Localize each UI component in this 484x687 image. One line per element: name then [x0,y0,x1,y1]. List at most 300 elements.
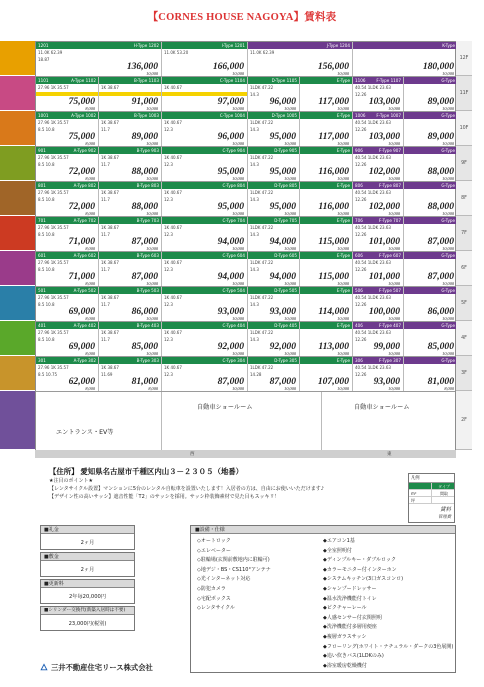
unit-cell [248,252,300,286]
unit-area [353,49,457,56]
unit-tsubo: 12.3 [164,197,173,202]
unit-type-header [99,147,161,154]
unit-area [300,259,352,266]
unit-rent: 103,000 [368,96,400,107]
unit-number: 601 [38,253,46,258]
unit-tsubo: 8.5 10.8 [38,162,55,167]
unit-rent: 86,000 [427,306,454,317]
unit-type: A-Type 902 [73,148,96,153]
unit-rent: 62,000 [68,376,95,387]
floor-color-band [0,76,35,111]
unit-type-header [162,147,247,154]
unit-area [404,189,457,196]
equipment-item: ◆システムキッチン(3口ガスコンロ) [323,576,404,583]
unit-number: 301 [38,358,46,363]
unit-cell [162,112,248,146]
unit-number: 901 [38,148,46,153]
unit-rent: 94,000 [217,236,244,247]
floor-row [36,112,455,147]
unit-rent: 95,000 [269,131,296,142]
unit-type-header [300,287,352,294]
unit-rent: 69,000 [68,341,95,352]
unit-type-header [404,252,457,259]
unit-type-header [404,217,457,224]
unit-cell [248,322,300,356]
unit-area: 1K 38.67 [101,225,119,230]
unit-cell [300,77,353,111]
condition-key-money [40,525,135,550]
unit-area: 40.54 1LDK 23.63 [355,295,391,300]
company-name: 三井不動産住宅リース株式会社 [51,663,153,672]
unit-area: 40.54 1LDK 23.63 [355,155,391,160]
unit-fee: 10,000 [284,316,296,321]
point-rental-cycle: 【レンタサイクル設置】マンションに5台のレンタル自転車を設置いたします！入居者の方は、自由にお使いいただけます♪ [49,486,324,492]
unit-fee: 10,000 [146,141,158,146]
unit-rent: 72,000 [68,166,95,177]
unit-fee: 10,000 [146,281,158,286]
unit-cell [300,357,353,391]
floor-color-band [0,41,35,76]
unit-fee: 8,000 [444,386,454,391]
unit-type: E-Type [336,253,350,258]
unit-type: A-Type 1102 [71,78,96,83]
unit-number: 401 [38,323,46,328]
unit-rent: 96,000 [269,96,296,107]
unit-type: B-Type 403 [136,323,159,328]
floor-row [36,357,455,392]
unit-fee: 10,000 [146,351,158,356]
unit-cell [353,42,457,76]
unit-rent: 113,000 [318,341,349,352]
unit-fee: 10,000 [442,316,454,321]
unit-area: 1K 38.67 [101,190,119,195]
unit-rent: 86,000 [131,306,158,317]
unit-type-header [248,252,299,259]
unit-area: 1K 40.67 [164,85,182,90]
unit-type: B-Type 903 [136,148,159,153]
unit-area: 1K 38.67 [101,365,119,370]
unit-cell [99,252,162,286]
unit-type-header [353,77,403,84]
unit-type: G-Type [441,253,455,258]
unit-area: 1K 38.67 [101,295,119,300]
unit-fee: 10,000 [337,351,349,356]
floor-number-column [456,41,472,450]
unit-area: 27.96 1K 35.57 [38,85,69,90]
floor-number: 4F [456,321,472,356]
unit-type: B-Type 303 [136,358,159,363]
unit-area: 1K 40.67 [164,330,182,335]
condition-header: ■シリンダー交換代(新築入居時は不要) [41,607,134,615]
unit-cell [162,357,248,391]
unit-fee: 10,000 [388,351,400,356]
unit-type: B-Type 603 [136,253,159,258]
unit-cell [248,287,300,321]
unit-cell [162,182,248,216]
floor-label-column [0,41,35,450]
unit-area [300,224,352,231]
unit-type-header [353,217,403,224]
unit-type-header [36,322,98,329]
unit-cell [99,287,162,321]
unit-rent: 87,000 [131,236,158,247]
floor-number: 5F [456,286,472,321]
unit-number: 801 [38,183,46,188]
entrance-area [36,392,162,451]
unit-fee: 10,000 [442,281,454,286]
unit-rent: 156,000 [317,61,349,72]
unit-rent: 81,000 [427,376,454,387]
unit-cell [248,42,353,76]
floor-color-band [0,286,35,321]
unit-rent: 102,000 [368,201,400,212]
unit-type: D-Type 1105 [271,78,297,83]
unit-type-header [162,357,247,364]
unit-tsubo: 11.7 [101,267,110,272]
unit-type: A-Type 702 [73,218,96,223]
unit-type: A-Type 1002 [71,113,96,118]
equipment-item: ◇レンタサイクル [197,605,235,612]
unit-cell [36,77,99,111]
unit-fee: 8,000 [85,351,95,356]
unit-rent: 116,000 [318,201,349,212]
unit-cell [248,77,300,111]
unit-cell [353,287,404,321]
unit-cell [36,182,99,216]
unit-cell [99,322,162,356]
unit-cell [353,252,404,286]
unit-type-header [99,182,161,189]
unit-fee: 10,000 [388,176,400,181]
unit-type-header [404,182,457,189]
floor-color-band [0,251,35,286]
unit-type-header [99,287,161,294]
unit-cell [36,217,99,251]
unit-number: 606 [355,253,363,258]
unit-type-header [300,182,352,189]
unit-rent: 71,000 [68,271,95,282]
unit-fee: 10,000 [232,281,244,286]
unit-type: A-Type 602 [73,253,96,258]
floor-number: 11F [456,76,472,111]
unit-area [300,364,352,371]
unit-type-header [248,147,299,154]
unit-type: F-Type 1107 [376,78,401,83]
equipment-box [190,525,456,673]
unit-cell [404,287,457,321]
unit-area [404,84,457,91]
condition-deposit [40,552,135,577]
unit-type-header [248,42,352,49]
unit-type: E-Type [336,218,350,223]
unit-fee: 10,000 [337,386,349,391]
unit-area: 40.54 1LDK 23.63 [355,365,391,370]
floor-color-band [0,111,35,146]
unit-area: 1LDK 47.22 [250,85,274,90]
unit-rent: 87,000 [131,271,158,282]
unit-type: C-Type 404 [222,323,245,328]
unit-type-header [99,77,161,84]
unit-cell [36,147,99,181]
unit-cell [404,217,457,251]
unit-type: E-Type [336,183,350,188]
unit-cell [162,322,248,356]
unit-type-header [99,112,161,119]
unit-type-header [162,112,247,119]
unit-type-header [36,182,98,189]
unit-type-header [300,147,352,154]
condition-renewal [40,579,135,604]
unit-tsubo: 12.3 [164,302,173,307]
condition-value: 2ヶ月 [80,567,95,573]
unit-fee: 10,000 [442,71,454,76]
unit-fee: 10,000 [232,71,244,76]
unit-type-header [353,182,403,189]
equipment-item: ◆全室照明付 [323,547,352,554]
condition-cylinder [40,606,135,631]
unit-fee: 8,000 [85,246,95,251]
unit-type-header [36,357,98,364]
equipment-item: ◆複層ガラスサッシ [323,634,367,640]
unit-cell [162,42,248,76]
unit-rent: 114,000 [318,306,349,317]
floor-row [36,182,455,217]
unit-type-header [36,42,161,49]
unit-area: 40.54 1LDK 23.63 [355,85,391,90]
floor-color-band [0,321,35,356]
equipment-title: ■設備・仕様 [191,526,455,534]
unit-type: D-Type 505 [274,288,297,293]
legend-area: m² [411,491,417,496]
unit-fee: 10,000 [232,176,244,181]
unit-area: 27.96 1K 35.57 [38,225,69,230]
unit-fee: 10,000 [388,141,400,146]
unit-rent: 93,000 [373,376,400,387]
unit-cell [99,217,162,251]
unit-area: 11.0K 62.39 [38,50,63,55]
unit-area: 1K 38.67 [101,330,119,335]
unit-area [404,154,457,161]
unit-type: B-Type 803 [136,183,159,188]
unit-type: A-Type 502 [73,288,96,293]
floor-number: 10F [456,111,472,146]
unit-fee: 10,000 [442,211,454,216]
unit-type: F-Type 1007 [376,113,401,118]
floor-row [36,217,455,252]
unit-cell [300,112,353,146]
unit-type: F-Type 607 [379,253,401,258]
unit-cell [300,287,353,321]
unit-number: 906 [355,148,363,153]
unit-rent: 102,000 [368,166,400,177]
unit-fee: 8,000 [85,211,95,216]
unit-tsubo: 12.3 [164,337,173,342]
unit-rent: 93,000 [269,306,296,317]
unit-area [404,259,457,266]
unit-cell [162,77,248,111]
unit-tsubo: 14.3 [250,127,259,132]
floor-number: 2F [456,391,472,450]
unit-type: E-Type [336,148,350,153]
unit-cell [162,252,248,286]
unit-area: 40.54 1LDK 23.63 [355,330,391,335]
unit-cell [404,322,457,356]
unit-type: B-Type 1103 [133,78,159,83]
unit-cell [99,77,162,111]
legend-fee: 管理費 [438,514,451,519]
unit-type-header [404,357,457,364]
unit-cell [248,147,300,181]
unit-rent: 100,000 [368,306,400,317]
legend-tsubo: 坪 [411,498,415,503]
unit-tsubo: 12.26 [355,127,367,132]
unit-area: 1LDK 47.22 [250,260,274,265]
unit-cell [162,217,248,251]
unit-area: 27.96 1K 35.57 [38,365,69,370]
unit-rent: 116,000 [318,166,349,177]
unit-area: 1K 40.67 [164,260,182,265]
unit-rent: 95,000 [269,201,296,212]
unit-area: 40.54 1LDK 23.63 [355,260,391,265]
unit-cell [300,147,353,181]
floor-color-band [0,146,35,181]
unit-area: 1K 40.67 [164,155,182,160]
unit-rent: 89,000 [427,96,454,107]
equipment-item: ◆ディンプルキー・ダブルロック [323,557,396,564]
unit-rent: 101,000 [368,271,400,282]
unit-area [404,364,457,371]
unit-tsubo: 14.28 [250,372,262,377]
unit-tsubo: 12.3 [164,127,173,132]
unit-rent: 95,000 [269,166,296,177]
unit-cell [248,357,300,391]
unit-type-header [162,42,247,49]
unit-tsubo: 11.7 [101,197,110,202]
floor-number: 12F [456,41,472,76]
unit-type: J-Type 1204 [326,43,350,48]
unit-fee: 10,000 [388,386,400,391]
unit-area: 1LDK 47.22 [250,225,274,230]
floor-number: 9F [456,146,472,181]
unit-tsubo: 11.7 [101,127,110,132]
unit-area: 1K 38.67 [101,120,119,125]
unit-rent: 101,000 [368,236,400,247]
unit-rent: 92,000 [217,341,244,352]
equipment-item: ◇駐輪場(玄関前敷地内に駐輪可) [197,557,270,564]
unit-rent: 93,000 [217,306,244,317]
unit-type: D-Type 905 [274,148,297,153]
unit-rent: 72,000 [68,201,95,212]
floor-number: 8F [456,181,472,216]
unit-area [300,189,352,196]
floor-row [36,42,455,77]
condition-header: ■更新料 [41,580,134,588]
unit-type: F-Type 807 [379,183,401,188]
unit-cell [99,357,162,391]
equipment-item: ◆フローリング(ホワイト・ナチュラル・ダークの3色展開) [323,643,454,650]
unit-area: 1LDK 47.22 [250,365,274,370]
unit-type-header [162,182,247,189]
unit-area: 1K 40.67 [164,190,182,195]
condition-header: ■礼金 [41,526,134,534]
unit-area: 1K 40.67 [164,295,182,300]
unit-rent: 166,000 [212,61,244,72]
unit-tsubo: 14.3 [250,337,259,342]
unit-rent: 97,000 [217,96,244,107]
unit-fee: 10,000 [442,246,454,251]
unit-cell [353,357,404,391]
floor-color-band [0,181,35,216]
unit-type-header [99,357,161,364]
unit-area: 1K 38.67 [101,155,119,160]
unit-type-header [300,322,352,329]
unit-fee: 10,000 [284,176,296,181]
unit-type: E-Type [336,78,350,83]
unit-rent: 85,000 [427,341,454,352]
unit-area [300,154,352,161]
unit-type: G-Type [441,148,455,153]
unit-type-header [353,147,403,154]
unit-tsubo: 8.5 10.8 [38,337,55,342]
equipment-item: ◇オートロック [197,538,231,544]
unit-fee: 10,000 [388,246,400,251]
unit-cell [353,217,404,251]
unit-fee: 10,000 [284,386,296,391]
unit-tsubo: 11.7 [101,232,110,237]
unit-tsubo: 14.3 [250,92,259,97]
unit-fee: 10,000 [337,71,349,76]
unit-area: 40.54 1LDK 23.63 [355,225,391,230]
unit-type-header [300,252,352,259]
legend-box [408,473,455,523]
unit-type-header [300,217,352,224]
unit-tsubo: 12.26 [355,302,367,307]
unit-type-header [353,322,403,329]
entrance-label: エントランス・EV等 [56,429,114,436]
legend-layout: 間取 [431,490,454,496]
unit-number: 1006 [355,113,366,118]
unit-rent: 103,000 [368,131,400,142]
unit-type-header [404,147,457,154]
unit-rent: 69,000 [68,306,95,317]
unit-area: 1LDK 47.22 [250,295,274,300]
equipment-item: ◆洗浄機能付多層用便座 [323,624,377,631]
unit-tsubo: 12.26 [355,372,367,377]
unit-rent: 92,000 [269,341,296,352]
unit-number: 506 [355,288,363,293]
unit-rent: 117,000 [318,96,349,107]
unit-tsubo: 14.3 [250,162,259,167]
unit-tsubo: 12.3 [164,267,173,272]
unit-area: 40.54 1LDK 23.63 [355,190,391,195]
unit-fee: 10,000 [442,351,454,356]
unit-tsubo: 11.7 [101,162,110,167]
unit-number: 806 [355,183,363,188]
unit-area: 1K 38.67 [101,260,119,265]
unit-type-header [248,112,299,119]
unit-cell [404,77,457,111]
unit-area: 27.96 1K 35.57 [38,330,69,335]
points-title: ★注目のポイント★ [49,478,93,484]
unit-fee: 10,000 [337,106,349,111]
unit-type: D-Type 1005 [271,113,297,118]
unit-type: G-Type [441,113,455,118]
unit-type: D-Type 805 [274,183,297,188]
unit-area: 40.54 1LDK 23.63 [355,120,391,125]
ground-floor-row [36,392,455,451]
unit-type: B-Type 1003 [133,113,159,118]
unit-area [404,294,457,301]
